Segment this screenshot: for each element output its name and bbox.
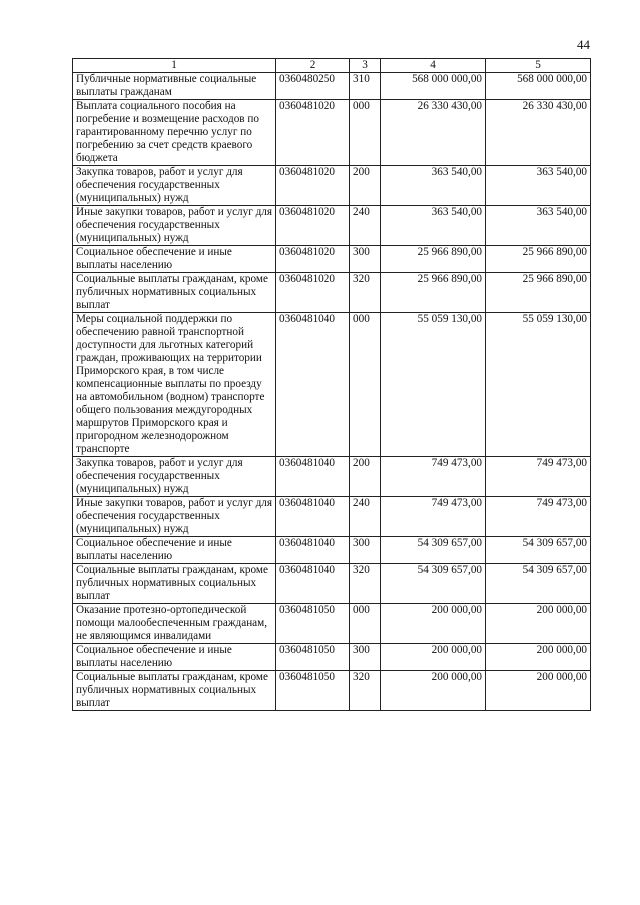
row-expense-type: 300 <box>350 246 381 273</box>
table-row <box>73 206 591 246</box>
row-sum-2: 55 059 130,00 <box>486 313 591 457</box>
table-row <box>73 497 591 537</box>
row-code: 0360481020 <box>276 166 350 206</box>
row-code: 0360481020 <box>276 246 350 273</box>
row-sum-1: 363 540,00 <box>381 166 486 206</box>
row-code: 0360481020 <box>276 100 350 166</box>
table-row <box>73 313 591 457</box>
table-row <box>73 604 591 644</box>
row-name: Закупка товаров, работ и услуг для обеспечения государственных (муниципальных) нужд <box>73 166 276 206</box>
row-code: 0360481020 <box>276 273 350 313</box>
table-row <box>73 246 591 273</box>
row-expense-type: 240 <box>350 206 381 246</box>
row-expense-type: 310 <box>350 73 381 100</box>
header-col-2: 2 <box>276 59 350 73</box>
table-row <box>73 537 591 564</box>
row-sum-2: 25 966 890,00 <box>486 273 591 313</box>
row-name: Выплата социального пособия на погребение и возмещение расходов по гарантированному перечню услуг по погребению за счет средств краевого бюджета <box>73 100 276 166</box>
row-sum-1: 749 473,00 <box>381 497 486 537</box>
row-sum-2: 54 309 657,00 <box>486 537 591 564</box>
table-row <box>73 273 591 313</box>
row-name: Иные закупки товаров, работ и услуг для обеспечения государственных (муниципальных) нужд <box>73 206 276 246</box>
table-row <box>73 100 591 166</box>
row-name: Оказание протезно-ортопедической помощи малообеспеченным гражданам, не являющимся инвалидами <box>73 604 276 644</box>
row-name: Закупка товаров, работ и услуг для обеспечения государственных (муниципальных) нужд <box>73 457 276 497</box>
row-code: 0360481050 <box>276 671 350 711</box>
row-name: Публичные нормативные социальные выплаты гражданам <box>73 73 276 100</box>
row-expense-type: 000 <box>350 313 381 457</box>
row-sum-2: 749 473,00 <box>486 457 591 497</box>
row-code: 0360481040 <box>276 564 350 604</box>
budget-table <box>72 58 591 711</box>
row-sum-1: 200 000,00 <box>381 644 486 671</box>
page-number: 44 <box>577 37 590 52</box>
row-sum-1: 363 540,00 <box>381 206 486 246</box>
row-sum-1: 25 966 890,00 <box>381 246 486 273</box>
row-sum-2: 54 309 657,00 <box>486 564 591 604</box>
row-expense-type: 000 <box>350 604 381 644</box>
row-code: 0360481040 <box>276 457 350 497</box>
row-sum-2: 568 000 000,00 <box>486 73 591 100</box>
row-sum-2: 200 000,00 <box>486 671 591 711</box>
row-sum-1: 54 309 657,00 <box>381 564 486 604</box>
row-expense-type: 240 <box>350 497 381 537</box>
row-code: 0360480250 <box>276 73 350 100</box>
row-expense-type: 320 <box>350 273 381 313</box>
row-sum-2: 363 540,00 <box>486 206 591 246</box>
header-col-3: 3 <box>350 59 381 73</box>
row-sum-1: 54 309 657,00 <box>381 537 486 564</box>
table-row <box>73 564 591 604</box>
row-name: Социальное обеспечение и иные выплаты населению <box>73 537 276 564</box>
row-name: Социальные выплаты гражданам, кроме публичных нормативных социальных выплат <box>73 564 276 604</box>
row-sum-2: 363 540,00 <box>486 166 591 206</box>
row-sum-2: 200 000,00 <box>486 604 591 644</box>
row-sum-2: 200 000,00 <box>486 644 591 671</box>
row-sum-1: 200 000,00 <box>381 604 486 644</box>
header-col-4: 4 <box>381 59 486 73</box>
table-row <box>73 671 591 711</box>
row-sum-1: 55 059 130,00 <box>381 313 486 457</box>
row-sum-2: 25 966 890,00 <box>486 246 591 273</box>
table-row <box>73 73 591 100</box>
row-sum-2: 26 330 430,00 <box>486 100 591 166</box>
row-name: Социальные выплаты гражданам, кроме публичных нормативных социальных выплат <box>73 273 276 313</box>
row-code: 0360481040 <box>276 537 350 564</box>
row-sum-2: 749 473,00 <box>486 497 591 537</box>
row-expense-type: 000 <box>350 100 381 166</box>
row-sum-1: 749 473,00 <box>381 457 486 497</box>
header-row <box>73 59 591 73</box>
row-expense-type: 300 <box>350 537 381 564</box>
header-col-5: 5 <box>486 59 591 73</box>
table-row <box>73 457 591 497</box>
row-name: Социальное обеспечение и иные выплаты населению <box>73 644 276 671</box>
row-sum-1: 200 000,00 <box>381 671 486 711</box>
row-sum-1: 26 330 430,00 <box>381 100 486 166</box>
row-sum-1: 568 000 000,00 <box>381 73 486 100</box>
row-sum-1: 25 966 890,00 <box>381 273 486 313</box>
row-expense-type: 320 <box>350 564 381 604</box>
row-expense-type: 300 <box>350 644 381 671</box>
row-code: 0360481040 <box>276 497 350 537</box>
row-expense-type: 200 <box>350 457 381 497</box>
row-code: 0360481050 <box>276 604 350 644</box>
row-code: 0360481040 <box>276 313 350 457</box>
row-expense-type: 320 <box>350 671 381 711</box>
row-name: Меры социальной поддержки по обеспечению равной транспортной доступности для льготных категорий граждан, проживающих на территории Приморского края, в том числе компенсационные выплаты по проезду на автомобильном (водном) транспорте общего пользования междугородных маршрутов Приморского края и пригородном железнодорожном транспорте <box>73 313 276 457</box>
table-row <box>73 644 591 671</box>
row-code: 0360481050 <box>276 644 350 671</box>
row-name: Социальные выплаты гражданам, кроме публичных нормативных социальных выплат <box>73 671 276 711</box>
row-name: Социальное обеспечение и иные выплаты населению <box>73 246 276 273</box>
row-name: Иные закупки товаров, работ и услуг для обеспечения государственных (муниципальных) нужд <box>73 497 276 537</box>
table-row <box>73 166 591 206</box>
row-code: 0360481020 <box>276 206 350 246</box>
header-col-1: 1 <box>73 59 276 73</box>
row-expense-type: 200 <box>350 166 381 206</box>
